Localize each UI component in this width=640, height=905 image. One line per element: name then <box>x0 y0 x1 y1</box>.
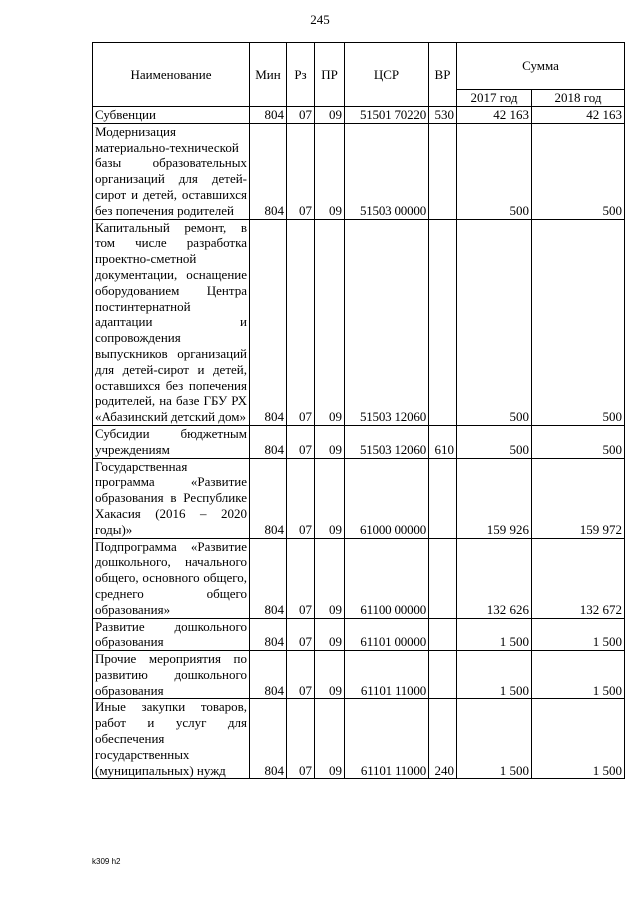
row-name: Иные закупки товаров, работ и услуг для обеспечения государственных (муниципальных) нужд <box>93 699 250 779</box>
row-name: Развитие дошкольного образования <box>93 618 250 651</box>
header-min: Мин <box>250 43 287 107</box>
row-min: 804 <box>250 538 287 618</box>
row-csr: 61101 11000 <box>345 699 429 779</box>
table-row <box>93 651 625 699</box>
header-row <box>93 43 625 90</box>
row-vr <box>429 618 457 651</box>
row-name: Подпрограмма «Развитие дошкольного, начального общего, основного общего, среднего общего образования» <box>93 538 250 618</box>
row-vr <box>429 651 457 699</box>
table-row <box>93 618 625 651</box>
row-pr: 09 <box>315 107 345 124</box>
row-csr: 51503 12060 <box>345 425 429 458</box>
table-row <box>93 538 625 618</box>
row-sum-2018: 1 500 <box>532 618 625 651</box>
table-row <box>93 458 625 538</box>
row-rz: 07 <box>287 458 315 538</box>
row-sum-2017: 159 926 <box>457 458 532 538</box>
row-min: 804 <box>250 651 287 699</box>
row-sum-2018: 1 500 <box>532 651 625 699</box>
row-csr: 51503 00000 <box>345 123 429 219</box>
row-pr: 09 <box>315 538 345 618</box>
row-csr: 61100 00000 <box>345 538 429 618</box>
row-rz: 07 <box>287 699 315 779</box>
row-name: Субсидии бюджетным учреждениям <box>93 425 250 458</box>
row-rz: 07 <box>287 107 315 124</box>
row-csr: 61000 00000 <box>345 458 429 538</box>
row-pr: 09 <box>315 458 345 538</box>
header-rz: Рз <box>287 43 315 107</box>
row-csr: 61101 11000 <box>345 651 429 699</box>
header-name: Наименование <box>93 43 250 107</box>
table-row <box>93 107 625 124</box>
header-pr: ПР <box>315 43 345 107</box>
row-rz: 07 <box>287 123 315 219</box>
page-number: 245 <box>310 12 330 27</box>
row-pr: 09 <box>315 651 345 699</box>
row-sum-2017: 500 <box>457 219 532 425</box>
row-vr: 240 <box>429 699 457 779</box>
row-sum-2017: 1 500 <box>457 618 532 651</box>
row-sum-2017: 132 626 <box>457 538 532 618</box>
row-vr <box>429 458 457 538</box>
row-name: Модернизация материально-технической базы образовательных организаций для детей-сирот и детей, оставшихся без попечения родителей <box>93 123 250 219</box>
row-min: 804 <box>250 699 287 779</box>
row-sum-2018: 500 <box>532 219 625 425</box>
table-row <box>93 425 625 458</box>
row-sum-2017: 1 500 <box>457 651 532 699</box>
row-sum-2018: 159 972 <box>532 458 625 538</box>
row-csr: 51503 12060 <box>345 219 429 425</box>
row-vr <box>429 123 457 219</box>
row-rz: 07 <box>287 219 315 425</box>
header-csr: ЦСР <box>345 43 429 107</box>
row-vr: 530 <box>429 107 457 124</box>
table-row <box>93 699 625 779</box>
row-sum-2017: 1 500 <box>457 699 532 779</box>
row-rz: 07 <box>287 618 315 651</box>
header-vr: ВР <box>429 43 457 107</box>
row-vr <box>429 219 457 425</box>
header-year-2018: 2018 год <box>532 90 625 107</box>
row-name: Прочие мероприятия по развитию дошкольного образования <box>93 651 250 699</box>
row-min: 804 <box>250 618 287 651</box>
budget-table <box>92 42 625 779</box>
row-rz: 07 <box>287 425 315 458</box>
row-name: Государственная программа «Развитие образования в Республике Хакасия (2016 – 2020 годы)» <box>93 458 250 538</box>
row-min: 804 <box>250 123 287 219</box>
row-pr: 09 <box>315 618 345 651</box>
table-row <box>93 219 625 425</box>
row-sum-2018: 500 <box>532 123 625 219</box>
row-name: Капитальный ремонт, в том числе разработка проектно-сметной документации, оснащение оборудованием Центра постинтернатной адаптации и сопровождения выпускников организаций для детей-сирот и детей, оставшихся без попечения родителей, на базе ГБУ РХ «Абазинский детский дом» <box>93 219 250 425</box>
row-csr: 61101 00000 <box>345 618 429 651</box>
row-sum-2018: 42 163 <box>532 107 625 124</box>
row-vr: 610 <box>429 425 457 458</box>
row-sum-2017: 500 <box>457 425 532 458</box>
row-sum-2018: 132 672 <box>532 538 625 618</box>
row-min: 804 <box>250 425 287 458</box>
row-rz: 07 <box>287 651 315 699</box>
table-row <box>93 123 625 219</box>
document-code: k309 h2 <box>92 857 121 866</box>
row-min: 804 <box>250 219 287 425</box>
row-pr: 09 <box>315 699 345 779</box>
row-min: 804 <box>250 458 287 538</box>
row-sum-2018: 500 <box>532 425 625 458</box>
row-rz: 07 <box>287 538 315 618</box>
header-sum: Сумма <box>457 43 625 90</box>
row-min: 804 <box>250 107 287 124</box>
row-pr: 09 <box>315 219 345 425</box>
row-sum-2017: 500 <box>457 123 532 219</box>
header-year-2017: 2017 год <box>457 90 532 107</box>
row-sum-2017: 42 163 <box>457 107 532 124</box>
row-pr: 09 <box>315 425 345 458</box>
row-name: Субвенции <box>93 107 250 124</box>
row-vr <box>429 538 457 618</box>
row-pr: 09 <box>315 123 345 219</box>
row-sum-2018: 1 500 <box>532 699 625 779</box>
row-csr: 51501 70220 <box>345 107 429 124</box>
